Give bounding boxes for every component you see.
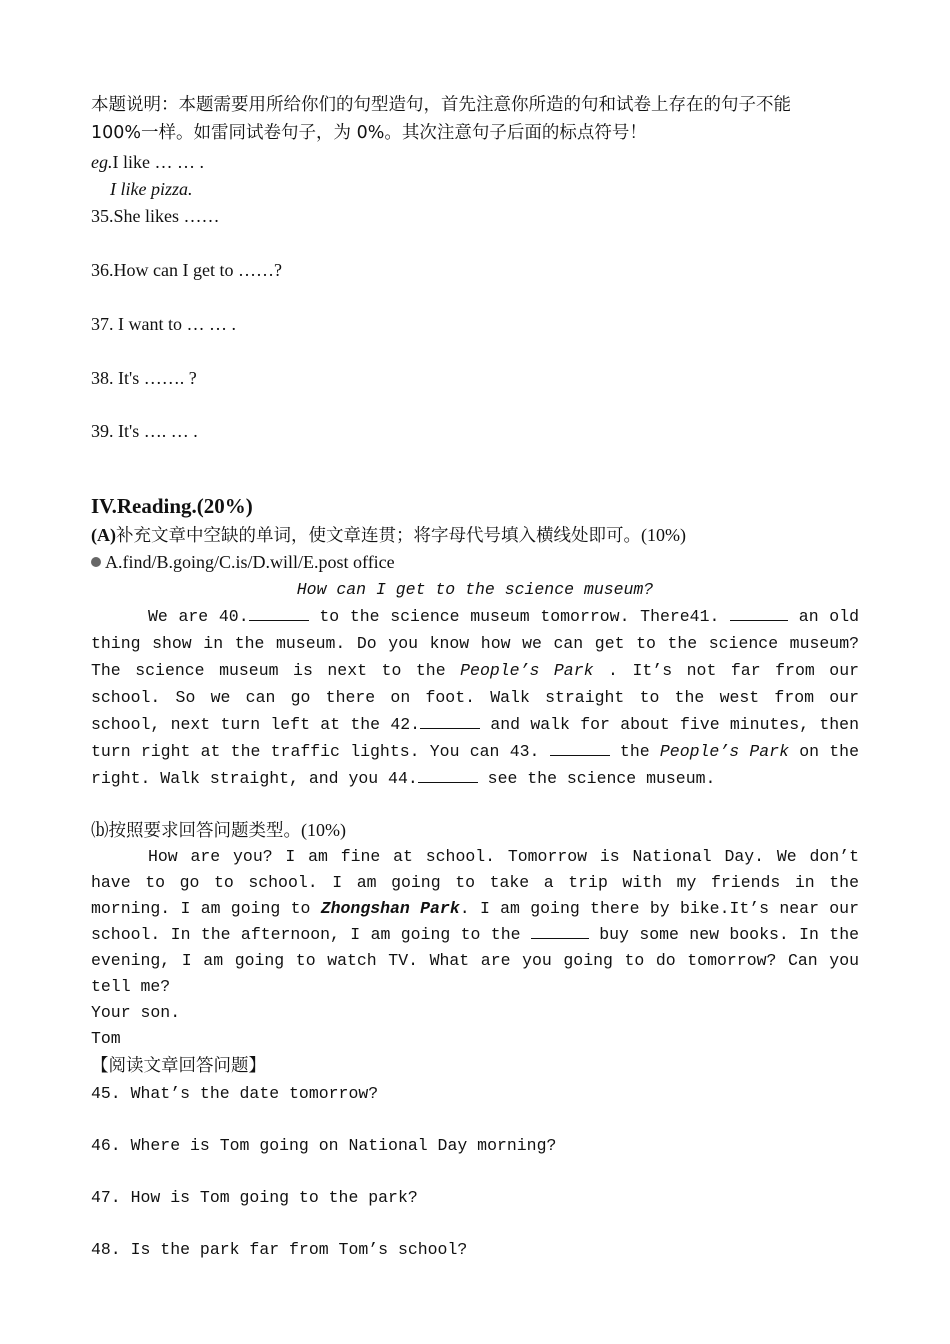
example-prefix: eg. [91,152,113,172]
writing-item-36: 36.How can I get to ……? [91,260,282,280]
passage-a-text: and walk for about five minutes, then turn right at the traffic lights. You can 43. [91,715,859,761]
question-46: 46. Where is Tom going on National Day morning? [91,1136,557,1155]
blank-41[interactable] [730,606,788,621]
writing-item-38: 38. It's ……. ? [91,368,197,388]
instruction-line-2: 100%一样。如雷同试卷句子，为 0%。其次注意句子后面的标点符号！ [91,123,647,143]
part-b-score: (10%) [301,820,346,840]
passage-b-text: . I am going there by bike.It’s near our school. In the afternoon, I am going to the [91,899,859,944]
example-pattern-text: I like … … . [112,152,204,172]
passage-a-text: on the right. Walk straight, and you 44. [91,742,859,788]
example-pattern [91,149,859,176]
passage-a-text: to the science museum tomorrow. There41. [308,607,731,626]
part-a-instruction-text: 补充文章中空缺的单词，使文章连贯；将字母代号填入横线处即可。 [116,526,641,546]
passage-a-text: the [609,742,660,761]
passage-a-text: an old thing show in the museum. Do you know how we can get to the science museum?The science museum is next to the [91,607,860,680]
passage-b-text: How are you? I am fine at school. Tomorrow is National Day. We don’t have to go to school. I am going to take a trip with my friends in the morning. I am going to [91,847,859,918]
writing-item-39: 39. It's …. … . [91,421,198,441]
part-a-instruction [91,522,859,549]
questions-title: 【阅读文章回答问题】 [91,1056,266,1076]
passage-a [91,603,859,792]
worksheet-page [91,90,859,1263]
question-47: 47. How is Tom going to the park? [91,1188,418,1207]
writing-item-37: 37. I want to … … . [91,314,236,334]
passage-a-text: see the science museum. [477,769,716,788]
blank-afternoon[interactable] [531,924,589,939]
part-a-options-text: A.find/B.going/C.is/D.will/E.post office [105,552,395,572]
zhongshan-park-name: Zhongshan Park [320,899,460,918]
blank-42[interactable] [420,714,480,729]
blank-44[interactable] [418,768,478,783]
part-a-label: (A) [91,525,116,545]
bullet-icon [91,557,101,567]
blank-43[interactable] [550,741,610,756]
part-a-score: (10%) [641,525,686,545]
part-a-options [91,549,859,576]
peoples-park-name: People’s Park [659,742,789,761]
passage-a-text: . It’s not far from our school. So we can go there on foot. Walk straight to the west from our school, next turn left at the 42. [91,661,859,734]
passage-a-text: We are 40. [148,607,249,626]
letter-closing: Your son. [91,1003,181,1022]
passage-b [91,844,859,1052]
question-45: 45. What’s the date tomorrow? [91,1084,379,1103]
instruction-line-1: 本题说明：本题需要用所给你们的句型造句，首先注意你所造的句和试卷上存在的句子不能 [91,95,791,115]
part-b-label: ⒝按照要求回答问题类型。 [91,821,301,841]
part-b-instruction [91,817,859,844]
passage-b-text: buy some new books. In the evening, I am going to watch TV. What are you going to do tomorrow? Can you tell me? [91,925,860,996]
question-48: 48. Is the park far from Tom’s school? [91,1240,468,1259]
writing-item-35: 35.She likes …… [91,206,220,226]
passage-a-title: How can I get to the science museum? [296,580,654,599]
blank-40[interactable] [249,606,309,621]
letter-signature: Tom [91,1029,121,1048]
reading-section-title: IV.Reading.(20%) [91,494,253,518]
peoples-park-name: People’s Park [460,661,594,680]
example-answer: I like pizza. [110,179,193,199]
